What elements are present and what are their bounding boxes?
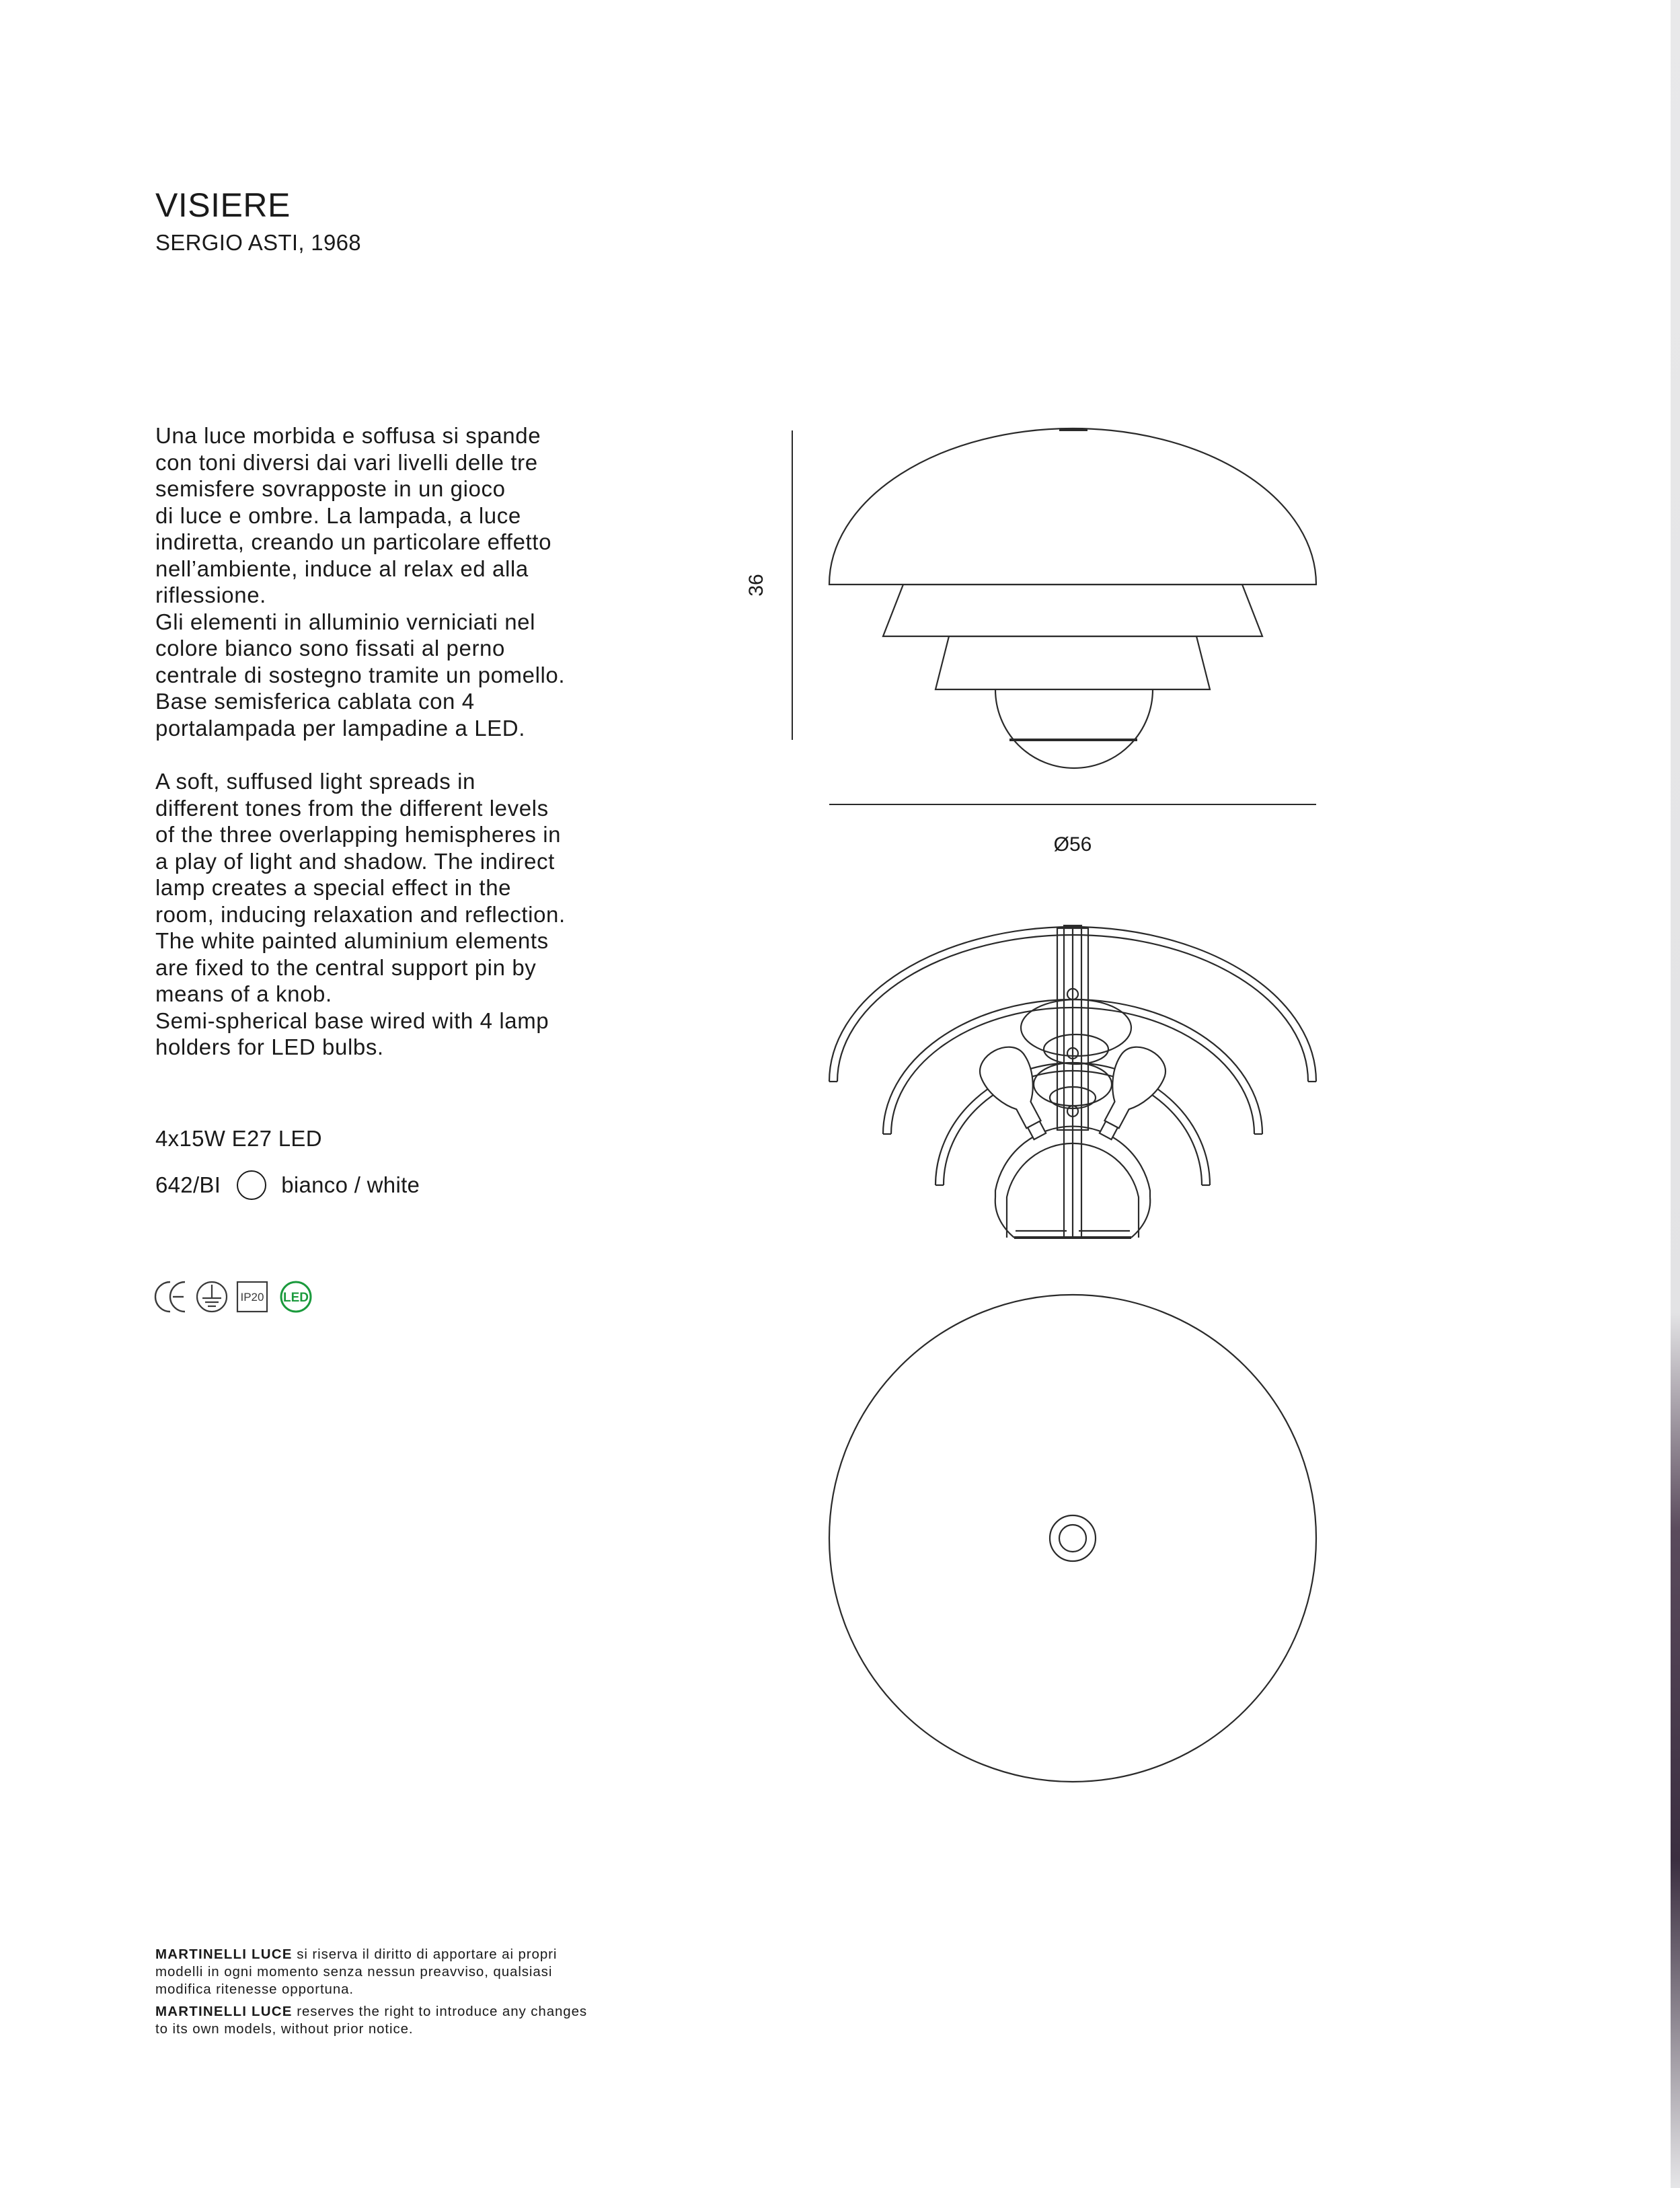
- disclaimer-italian: MARTINELLI LUCE si riserva il diritto di apportare ai propri modelli in ogni momento senza nessun preavviso, qualsiasi modifica ritenesse opportuna.: [155, 1947, 558, 1997]
- middle-visor: [883, 584, 1262, 636]
- certification-icons: [154, 1278, 315, 1316]
- ce-mark-icon: [155, 1282, 185, 1312]
- led-label: LED: [283, 1291, 309, 1305]
- brand-name: MARTINELLI LUCE: [155, 2004, 293, 2019]
- brand-name: MARTINELLI LUCE: [155, 1947, 293, 1962]
- ip-rating-icon: [237, 1282, 267, 1312]
- variant-row: [155, 1168, 420, 1203]
- lightbulb-icon: [1083, 1039, 1172, 1148]
- led-icon: [281, 1282, 311, 1312]
- diameter-dimension-label: Ø56: [1053, 833, 1092, 856]
- designer-credit: SERGIO ASTI, 1968: [155, 230, 361, 255]
- lightbulb-icon: [972, 1039, 1061, 1148]
- product-title: VISIERE: [155, 186, 291, 224]
- lower-visor: [936, 636, 1210, 689]
- top-visor: [829, 428, 1316, 584]
- white-color-swatch: [237, 1170, 266, 1200]
- variant-code: 642/BI: [155, 1172, 221, 1197]
- side-view: [829, 428, 1316, 768]
- description-english: A soft, suffused light spreads in different tones from the different levels of the three overlapping hemispheres in a play of light and shadow. The indirect lamp creates a special effect in the room, inducing relaxation and reflection. The white painted aluminium elements are fixed to the central support pin by means of a knob. Semi-spherical base wired with 4 lamp holders for LED bulbs.: [155, 769, 566, 1059]
- height-dimension-label: 36: [745, 574, 767, 597]
- power-spec: 4x15W E27 LED: [155, 1126, 322, 1151]
- earth-ground-icon: [197, 1282, 227, 1312]
- ip-rating-label: IP20: [240, 1291, 264, 1304]
- page-edge: [1671, 0, 1680, 2188]
- disclaimer-english: MARTINELLI LUCE reserves the right to introduce any changes to its own models, without prior notice.: [155, 2004, 588, 2037]
- base-hemisphere: [995, 689, 1153, 768]
- technical-drawing: [726, 417, 1359, 1803]
- description-italian: Una luce morbida e soffusa si spande con toni diversi dai vari livelli delle tre semisfere sovrapposte in un gioco di luce e ombre. La lampada, a luce indiretta, creando un particolare effetto nell’ambiente, induce al relax ed alla riflessione. Gli elementi in alluminio verniciati nel colore bianco sono fissati al perno centrale di sostegno tramite un pomello. Base semisferica cablata con 4 portalampada per lampadine a LED.: [155, 423, 566, 741]
- plan-view: [829, 1295, 1316, 1782]
- section-view: [829, 926, 1316, 1238]
- variant-color-name: bianco / white: [281, 1172, 420, 1197]
